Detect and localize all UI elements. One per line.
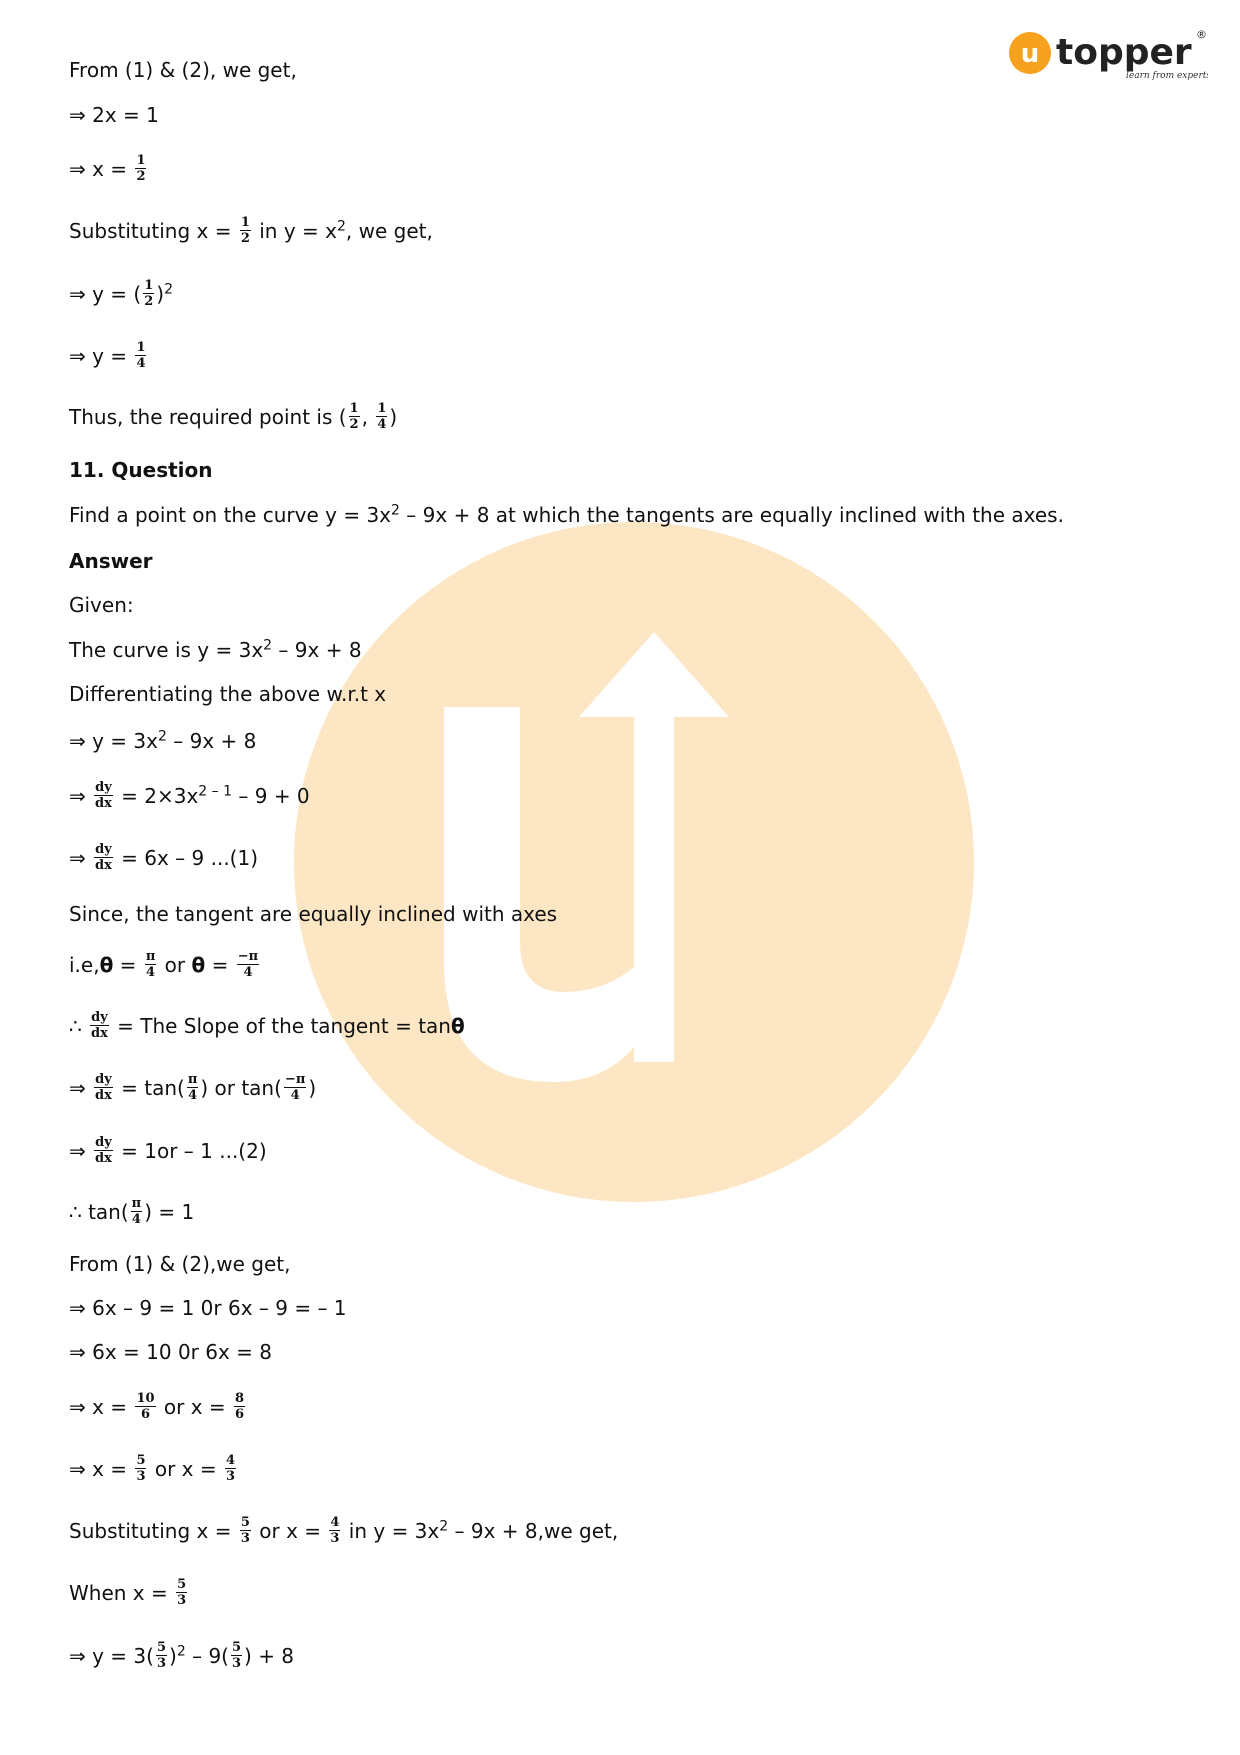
text-line: The curve is $y = 3x^2 - 9x + 8$ [69, 637, 362, 662]
logo-registered: ® [1196, 28, 1207, 41]
fraction: $\frac{5}{3}$ [177, 1577, 187, 1608]
watermark-logo [294, 522, 974, 1202]
fraction: $\frac{1}{4}$ [136, 340, 146, 371]
equation-line: ⇒ $\frac{dy}{dx}$ = 1or – 1 ...(2) [69, 1135, 267, 1166]
fraction: $\frac{1}{4}$ [377, 401, 387, 432]
text-line: ⇒ 2x = 1 [69, 103, 159, 127]
fraction: $\frac{\pi}{4}$ [187, 1072, 198, 1103]
fraction: $\frac{8}{6}$ [235, 1391, 245, 1422]
equation-line: ⇒ x = $\frac{5}{3}$ or x = $\frac{4}{3}$ [69, 1453, 236, 1484]
fraction: $\frac{\pi}{4}$ [145, 949, 156, 980]
fraction: $\frac{4}{3}$ [225, 1453, 236, 1484]
equation-line: ⇒ $y = 3x^2 - 9x + 8$ [69, 728, 257, 753]
fraction: $\frac{-\pi}{4}$ [237, 949, 259, 980]
question-text: Find a point on the curve $y = 3x^2 - 9x + 8$ at which the tangents are equally inclined with the axes. [69, 502, 1064, 527]
equation-line: ⇒ y = 3( $\frac{5}{3}$ )$^2$ – 9( $\frac{5}{3}$ ) + 8 [69, 1640, 295, 1671]
text-line: ⇒ 6x – 9 = 1 0r 6x – 9 = – 1 [69, 1296, 347, 1320]
fraction: $\frac{5}{3}$ [156, 1640, 166, 1671]
fraction: $\frac{1}{2}$ [349, 401, 359, 432]
fraction: $\frac{dy}{dx}$ [91, 1010, 108, 1041]
fraction: $\frac{10}{6}$ [136, 1391, 155, 1422]
equation-line: ⇒ x = $\frac{10}{6}$ or x = $\frac{8}{6}$ [69, 1391, 245, 1422]
equation-line: ⇒ $\frac{dy}{dx}$ = 6x – 9 ...(1) [69, 842, 259, 873]
logo-letter: u [1020, 39, 1040, 69]
equation-line: When x = $\frac{5}{3}$ [69, 1577, 187, 1608]
fraction: $\frac{1}{2}$ [240, 215, 250, 246]
logo-tagline: learn from experts [1126, 71, 1208, 81]
text-line: From (1) & (2), we get, [69, 58, 297, 82]
text-line: ⇒ 6x = 10 0r 6x = 8 [69, 1340, 273, 1364]
equation-line: ⇒ y = ( $\frac{1}{2}$ )$^2$ [69, 278, 174, 309]
fraction: $\frac{1}{2}$ [136, 153, 146, 184]
fraction: $\frac{4}{3}$ [330, 1515, 340, 1546]
question-title: 11. Question [69, 458, 213, 482]
equation-line: Thus, the required point is ( $\frac{1}{2}$ , $\frac{1}{4}$ ) [69, 401, 398, 432]
equation-line: ∴ $\frac{dy}{dx}$ = The Slope of the tangent = tanθ [69, 1010, 465, 1041]
equation-line: ⇒ $\frac{dy}{dx}$ = tan( $\frac{\pi}{4}$ ) or tan( $\frac{-\pi}{4}$ ) [69, 1072, 317, 1103]
equation-line: ⇒ x = $\frac{1}{2}$ [69, 153, 146, 184]
equation-line: ⇒ $\frac{dy}{dx}$ = $2\times 3x^{2 - 1} - 9 + 0$ [69, 780, 310, 811]
fraction: $\frac{\pi}{4}$ [131, 1196, 142, 1227]
fraction: $\frac{5}{3}$ [231, 1640, 242, 1671]
text-line: Differentiating the above w.r.t x [69, 682, 387, 706]
fraction: $\frac{5}{3}$ [240, 1515, 250, 1546]
answer-heading: Answer [69, 549, 153, 573]
text-line: From (1) & (2),we get, [69, 1252, 291, 1276]
equation-line: ⇒ y = $\frac{1}{4}$ [69, 340, 146, 371]
topper-logo [1008, 24, 1206, 84]
logo-graphic [1008, 24, 1208, 86]
fraction: $\frac{dy}{dx}$ [95, 842, 112, 873]
fraction: $\frac{dy}{dx}$ [95, 780, 112, 811]
fraction: $\frac{-\pi}{4}$ [284, 1072, 306, 1103]
equation-line: i.e,θ = $\frac{\pi}{4}$ or θ = $\frac{-\pi}{4}$ [69, 949, 259, 980]
fraction: $\frac{1}{2}$ [144, 278, 154, 309]
equation-line: Substituting x = $\frac{1}{2}$ in $y = x^2$, we get, [69, 215, 433, 246]
fraction: $\frac{dy}{dx}$ [95, 1135, 112, 1166]
equation-line: Substituting x = $\frac{5}{3}$ or x = $\frac{4}{3}$ in $y = 3x^2 - 9x + 8,we$ get, [69, 1515, 619, 1546]
fraction: $\frac{dy}{dx}$ [95, 1072, 112, 1103]
text-line: Since, the tangent are equally inclined with axes [69, 902, 558, 926]
logo-name: topper [1056, 32, 1192, 73]
text-line: Given: [69, 593, 134, 617]
equation-line: ∴ tan( $\frac{\pi}{4}$ ) = 1 [69, 1196, 195, 1227]
fraction: $\frac{5}{3}$ [136, 1453, 146, 1484]
